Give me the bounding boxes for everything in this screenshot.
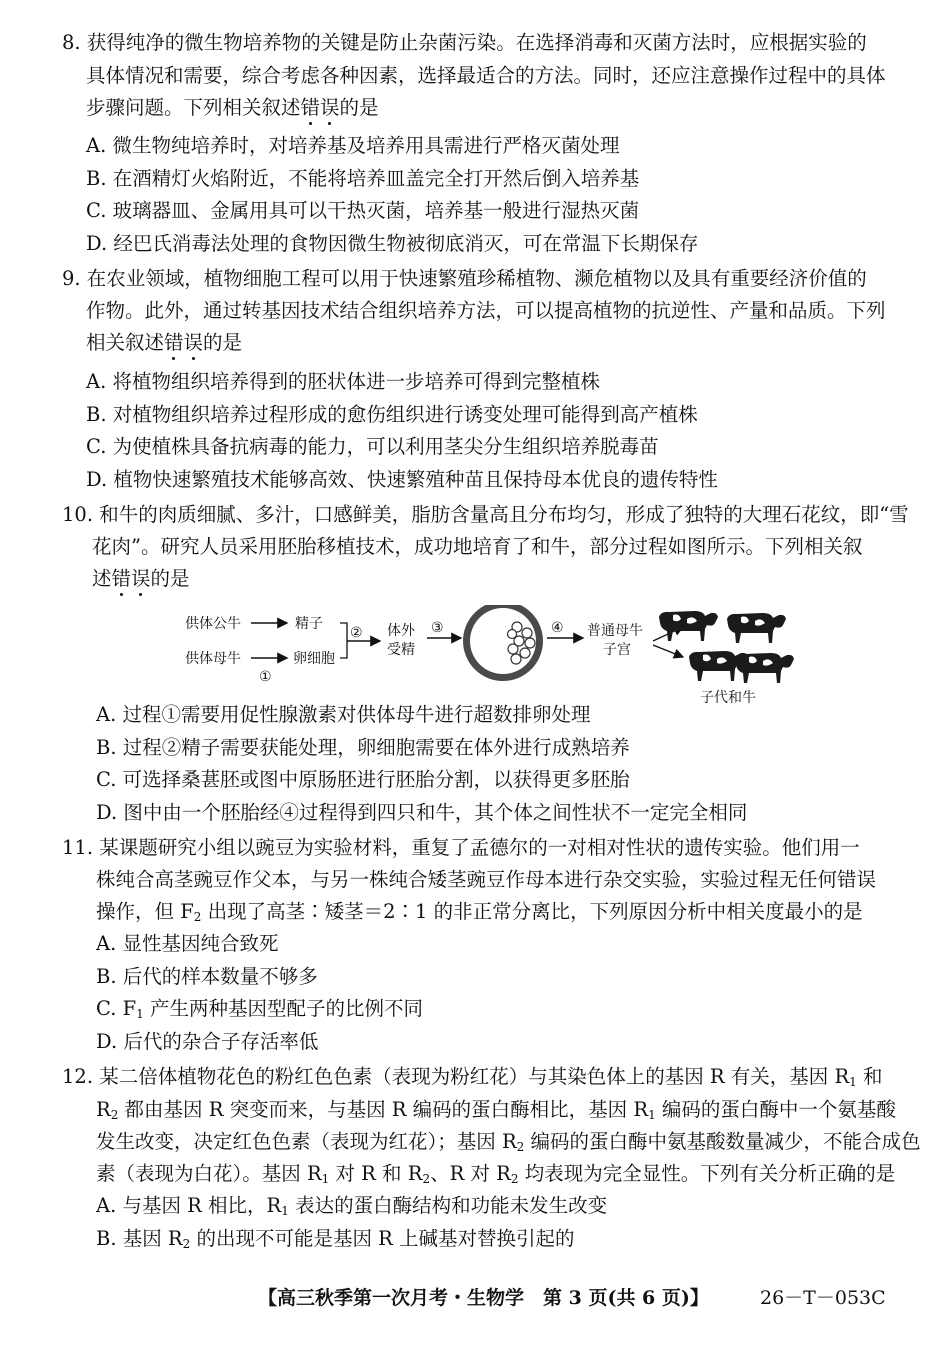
q8-stem-line-1: 8. 获得纯净的微生物培养物的关键是防止杂菌污染。在选择消毒和灭菌方法时，应根据实验的 bbox=[62, 31, 867, 54]
q8-option-b: B. 在酒精灯火焰附近，不能将培养皿盖完全打开然后倒入培养基 bbox=[86, 167, 640, 190]
recipient-label-line-2: 子宫 bbox=[603, 642, 631, 658]
sperm-label: 精子 bbox=[295, 616, 323, 632]
q12-option-b: B. 基因 $R_2$ 的出现不可能是基因 R 上碱基对替换引起的 bbox=[96, 1227, 575, 1251]
q12-stem-line-2: $R_2$ 都由基因 R 突变而来，与基因 R 编码的蛋白酶相比，基因 $R_1$ 编码的蛋白酶中一个氨基酸 bbox=[96, 1098, 896, 1122]
q11-option-d: D. 后代的杂合子存活率低 bbox=[96, 1030, 319, 1053]
q8-option-c: C. 玻璃器皿、金属用具可以干热灭菌，培养基一般进行湿热灭菌 bbox=[86, 199, 640, 222]
emphasis-char: 误 bbox=[183, 331, 204, 354]
blastocyst-illustration bbox=[463, 605, 543, 681]
emphasis-char: 错 bbox=[111, 567, 132, 590]
ivf-label-line-2: 受精 bbox=[387, 642, 415, 658]
step-1-label: ① bbox=[259, 669, 272, 685]
q8-option-a: A. 微生物纯培养时，对培养基及培养用具需进行严格灭菌处理 bbox=[86, 134, 620, 157]
emphasis-char: 错 bbox=[164, 331, 184, 354]
q9-stem-line-1: 9. 在农业领域，植物细胞工程可以用于快速繁殖珍稀植物、濒危植物以及具有重要经济价值的 bbox=[62, 267, 867, 290]
q9-option-d: D. 植物快速繁殖技术能够高效、快速繁殖种苗且保持母本优良的遗传特性 bbox=[86, 468, 718, 491]
donor-bull-label: 供体公牛 bbox=[185, 616, 241, 632]
offspring-cow-icon bbox=[727, 613, 786, 643]
ivf-label-line-1: 体外 bbox=[387, 623, 415, 639]
page-footer-title: 【高三秋季第一次月考・生物学 第 3 页(共 6 页)】 bbox=[258, 1287, 709, 1309]
oocyte-label: 卵细胞 bbox=[293, 651, 335, 667]
q10-option-b: B. 过程②精子需要获能处理，卵细胞需要在体外进行成熟培养 bbox=[96, 736, 630, 759]
step-4-label: ④ bbox=[551, 620, 564, 636]
q10-stem-line-1: 10. 和牛的肉质细腻、多汁，口感鲜美，脂肪含量高且分布均匀，形成了独特的大理石花纹，即“雪 bbox=[62, 503, 909, 526]
q12-option-a: A. 与基因 R 相比，$R_1$ 表达的蛋白酶结构和功能未发生改变 bbox=[96, 1194, 608, 1218]
step-2-label: ② bbox=[350, 625, 363, 641]
q11-option-c: C. $F_1$ 产生两种基因型配子的比例不同 bbox=[96, 997, 423, 1021]
q11-option-a: A. 显性基因纯合致死 bbox=[96, 932, 279, 955]
q11-stem-line-2: 株纯合高茎豌豆作父本，与另一株纯合矮茎豌豆作母本进行杂交实验，实验过程无任何错误 bbox=[96, 868, 877, 891]
q9-option-a: A. 将植物组织培养得到的胚状体进一步培养可得到完整植株 bbox=[86, 370, 600, 393]
q12-stem-line-4: 素（表现为白花）。基因 $R_1$ 对 R 和 $R_2$、R 对 $R_2$ 均表现为完全显性。下列有关分析正确的是 bbox=[96, 1162, 896, 1186]
merge-bracket bbox=[340, 623, 347, 658]
offspring-cow-icon bbox=[735, 653, 794, 683]
q12-stem-line-3: 发生改变，决定红色色素（表现为红花）；基因 $R_2$ 编码的蛋白酶中氨基酸数量减少，不能合成色 bbox=[96, 1130, 921, 1154]
step-3-label: ③ bbox=[431, 620, 444, 636]
q8-stem-line-2: 具体情况和需要，综合考虑各种因素，选择最适合的方法。同时，还应注意操作过程中的具体 bbox=[86, 64, 886, 87]
page-footer-code: 26－T－053C bbox=[760, 1287, 886, 1309]
q10-option-a: A. 过程①需要用促性腺激素对供体母牛进行超数排卵处理 bbox=[96, 703, 591, 726]
recipient-label-line-1: 普通母牛 bbox=[587, 623, 643, 639]
q10-stem-line-3: 述错误的是 bbox=[92, 567, 190, 590]
q8-stem-line-3: 步骤问题。下列相关叙述错误的是 bbox=[86, 96, 379, 119]
embryo-transfer-diagram bbox=[175, 605, 795, 705]
q10-option-d: D. 图中由一个胚胎经④过程得到四只和牛，其个体之间性状不一定完全相同 bbox=[96, 801, 748, 824]
offspring-label: 子代和牛 bbox=[700, 690, 756, 705]
emphasis-char: 误 bbox=[320, 96, 340, 119]
offspring-cow-icon bbox=[659, 611, 718, 641]
q9-stem-line-3: 相关叙述错误的是 bbox=[86, 331, 243, 354]
q11-stem-line-3: 操作，但 $F_2$ 出现了高茎∶矮茎＝2∶1 的非正常分离比，下列原因分析中相关度最小的是 bbox=[96, 900, 863, 924]
q11-stem-line-1: 11. 某课题研究小组以豌豆为实验材料，重复了孟德尔的一对相对性状的遗传实验。他们用一 bbox=[62, 836, 860, 859]
q10-option-c: C. 可选择桑葚胚或图中原肠胚进行胚胎分割，以获得更多胚胎 bbox=[96, 768, 630, 791]
q12-stem-line-1: 12. 某二倍体植物花色的粉红色色素（表现为粉红花）与其染色体上的基因 R 有关，基因 $R_1$ 和 bbox=[62, 1065, 883, 1089]
emphasis-char: 误 bbox=[131, 567, 151, 590]
q9-option-c: C. 为使植株具备抗病毒的能力，可以利用茎尖分生组织培养脱毒苗 bbox=[86, 435, 659, 458]
donor-cow-label: 供体母牛 bbox=[185, 651, 241, 667]
q11-option-b: B. 后代的样本数量不够多 bbox=[96, 965, 318, 988]
q9-stem-line-2: 作物。此外，通过转基因技术结合组织培养方法，可以提高植物的抗逆性、产量和品质。下列 bbox=[86, 299, 886, 322]
q9-option-b: B. 对植物组织培养过程形成的愈伤组织进行诱变处理可能得到高产植株 bbox=[86, 403, 698, 426]
arrow bbox=[653, 645, 683, 657]
emphasis-char: 错 bbox=[300, 96, 321, 119]
q8-option-d: D. 经巴氏消毒法处理的食物因微生物被彻底消灭，可在常温下长期保存 bbox=[86, 232, 699, 255]
q10-stem-line-2: 花肉”。研究人员采用胚胎移植技术，成功地培育了和牛，部分过程如图所示。下列相关叙 bbox=[92, 535, 863, 558]
